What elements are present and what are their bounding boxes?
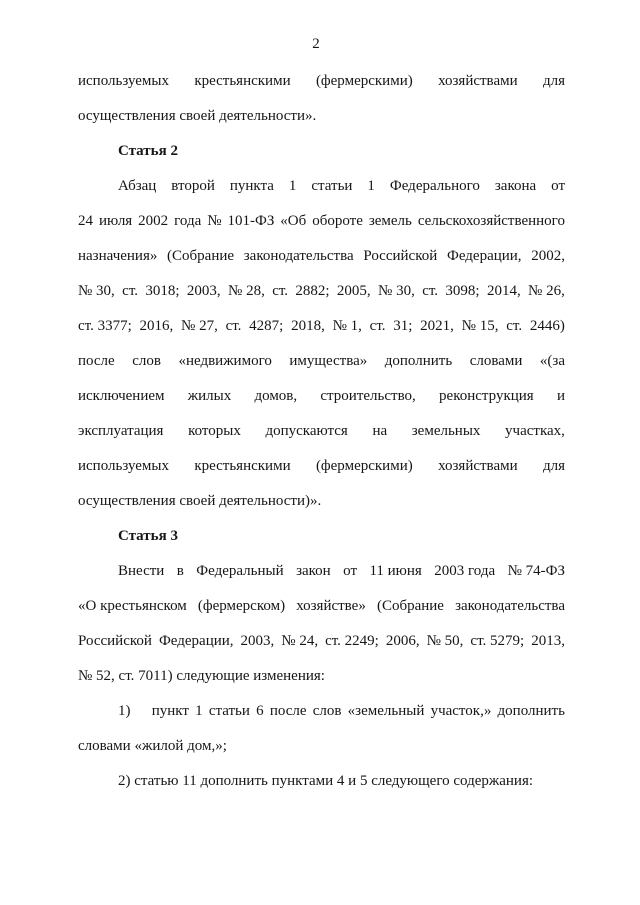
word: 11 июня (369, 563, 422, 579)
text-line (78, 64, 565, 99)
text-line (78, 169, 565, 204)
word: Федеральный (196, 563, 284, 579)
word: обороте (312, 213, 363, 229)
text-line (78, 414, 565, 449)
word: № 50, (426, 633, 464, 649)
text-line (78, 274, 565, 309)
text-line: словами «жилой дом,»; (78, 738, 227, 754)
word: 1 (288, 178, 297, 194)
word: которых (188, 423, 241, 439)
text-line (78, 309, 565, 344)
word: 2006, (385, 633, 420, 649)
word: ст. (422, 283, 439, 299)
word: ст. (272, 283, 289, 299)
word: июля (98, 213, 133, 229)
word: 2446) (529, 318, 565, 334)
word: «Об (280, 213, 307, 229)
word: реконструкция (439, 388, 534, 404)
word: законодательства (243, 248, 354, 264)
text-line (78, 554, 565, 589)
word: (фермерском) (197, 598, 286, 614)
word: крестьянскими (194, 73, 291, 89)
word: «недвижимого (178, 353, 272, 369)
word: Российской (363, 248, 438, 264)
word: 31; (393, 318, 413, 334)
word: Федерации, (446, 248, 522, 264)
word: хозяйствами (438, 73, 518, 89)
word: (фермерскими) (315, 73, 413, 89)
word: ст. 3377; (78, 318, 132, 334)
word: дополнить (384, 353, 453, 369)
text-line (78, 379, 565, 414)
word: второй (171, 178, 215, 194)
word: 4287; (249, 318, 284, 334)
word: № 74-ФЗ (507, 563, 565, 579)
word: 2018, (291, 318, 325, 334)
word: ст. (506, 318, 523, 334)
word: 2021, (420, 318, 454, 334)
word: ст. 2249; (325, 633, 379, 649)
word: после (269, 703, 307, 719)
word: № 30, (378, 283, 415, 299)
word: хозяйстве» (296, 598, 366, 614)
word: Федерации, (158, 633, 234, 649)
word: в (176, 563, 184, 579)
word: хозяйствами (438, 458, 518, 474)
word: используемых (78, 458, 169, 474)
word: 6 (256, 703, 264, 719)
word: 2005, (336, 283, 371, 299)
word: пункта (229, 178, 274, 194)
word: словами (469, 353, 523, 369)
text-line (78, 449, 565, 484)
word: имущества» (289, 353, 368, 369)
text-line: 2) статью 11 дополнить пунктами 4 и 5 следующего содержания: (118, 773, 534, 789)
word: (Собрание (167, 248, 235, 264)
word: назначения» (78, 248, 158, 264)
word: статьи (208, 703, 250, 719)
word: Внести (118, 563, 165, 579)
word: на (372, 423, 388, 439)
word: (Собрание (376, 598, 444, 614)
word: 3018; (145, 283, 180, 299)
word: ст. (122, 283, 139, 299)
word: № 26, (528, 283, 565, 299)
word: «(за (539, 353, 565, 369)
word: № 24, (281, 633, 319, 649)
text-line (78, 239, 565, 274)
word: «О крестьянском (78, 598, 187, 614)
word: Российской (78, 633, 152, 649)
word: слов (132, 353, 161, 369)
word: 2003, (240, 633, 275, 649)
article-heading: Статья 3 (118, 528, 178, 544)
word: крестьянскими (194, 458, 291, 474)
word: Федерального (389, 178, 480, 194)
word: 2003 года (434, 563, 496, 579)
word: земельных (411, 423, 481, 439)
word: 2013, (531, 633, 565, 649)
word: закона (494, 178, 537, 194)
word: ст. (369, 318, 386, 334)
word: 2882; (295, 283, 330, 299)
word: от (343, 563, 358, 579)
word: используемых (78, 73, 169, 89)
text-line (78, 694, 565, 729)
word: для (542, 73, 565, 89)
word: 1 (195, 703, 203, 719)
word: исключением (78, 388, 165, 404)
word: земель (368, 213, 412, 229)
word: ст. (225, 318, 242, 334)
text-line: № 52, ст. 7011) следующие изменения: (78, 668, 325, 684)
text-line (78, 589, 565, 624)
word: 1) (118, 703, 146, 719)
word: № 1, (332, 318, 362, 334)
word: допускаются (265, 423, 348, 439)
word: № (207, 213, 222, 229)
word: эксплуатация (78, 423, 164, 439)
word: 2002, (531, 248, 565, 264)
word: года (174, 213, 202, 229)
word: пункт (151, 703, 189, 719)
word: 24 (78, 213, 93, 229)
word: и (556, 388, 565, 404)
word: 1 (367, 178, 375, 194)
word: для (542, 458, 565, 474)
word: после (78, 353, 115, 369)
word: слов (312, 703, 342, 719)
text-line (78, 344, 565, 379)
word: (фермерскими) (315, 458, 413, 474)
text-line (78, 204, 565, 239)
word: жилых (187, 388, 232, 404)
word: ст. 5279; (470, 633, 525, 649)
word: законодательства (455, 598, 565, 614)
word: № 27, (181, 318, 218, 334)
text-line: осуществления своей деятельности)». (78, 493, 322, 509)
word: строительство, (320, 388, 416, 404)
word: участок,» (430, 703, 492, 719)
word: дополнить (497, 703, 565, 719)
word: 2016, (139, 318, 174, 334)
word: сельскохозяйственного (417, 213, 565, 229)
text-line (78, 624, 565, 659)
word: Абзац (118, 178, 157, 194)
word: № 28, (228, 283, 265, 299)
document-lines (78, 64, 565, 799)
word: 101-ФЗ (227, 213, 275, 229)
word: 2014, (486, 283, 521, 299)
word: домов, (254, 388, 298, 404)
word: № 30, (78, 283, 115, 299)
page-number: 2 (312, 36, 320, 52)
word: статьи (311, 178, 353, 194)
text-line: осуществления своей деятельности». (78, 108, 317, 124)
article-heading: Статья 2 (118, 143, 178, 159)
word: № 15, (461, 318, 499, 334)
word: от (551, 178, 565, 194)
word: 3098; (445, 283, 480, 299)
word: 2002 (138, 213, 169, 229)
word: «земельный (347, 703, 425, 719)
word: участках, (505, 423, 565, 439)
word: 2003, (186, 283, 221, 299)
word: закон (296, 563, 331, 579)
